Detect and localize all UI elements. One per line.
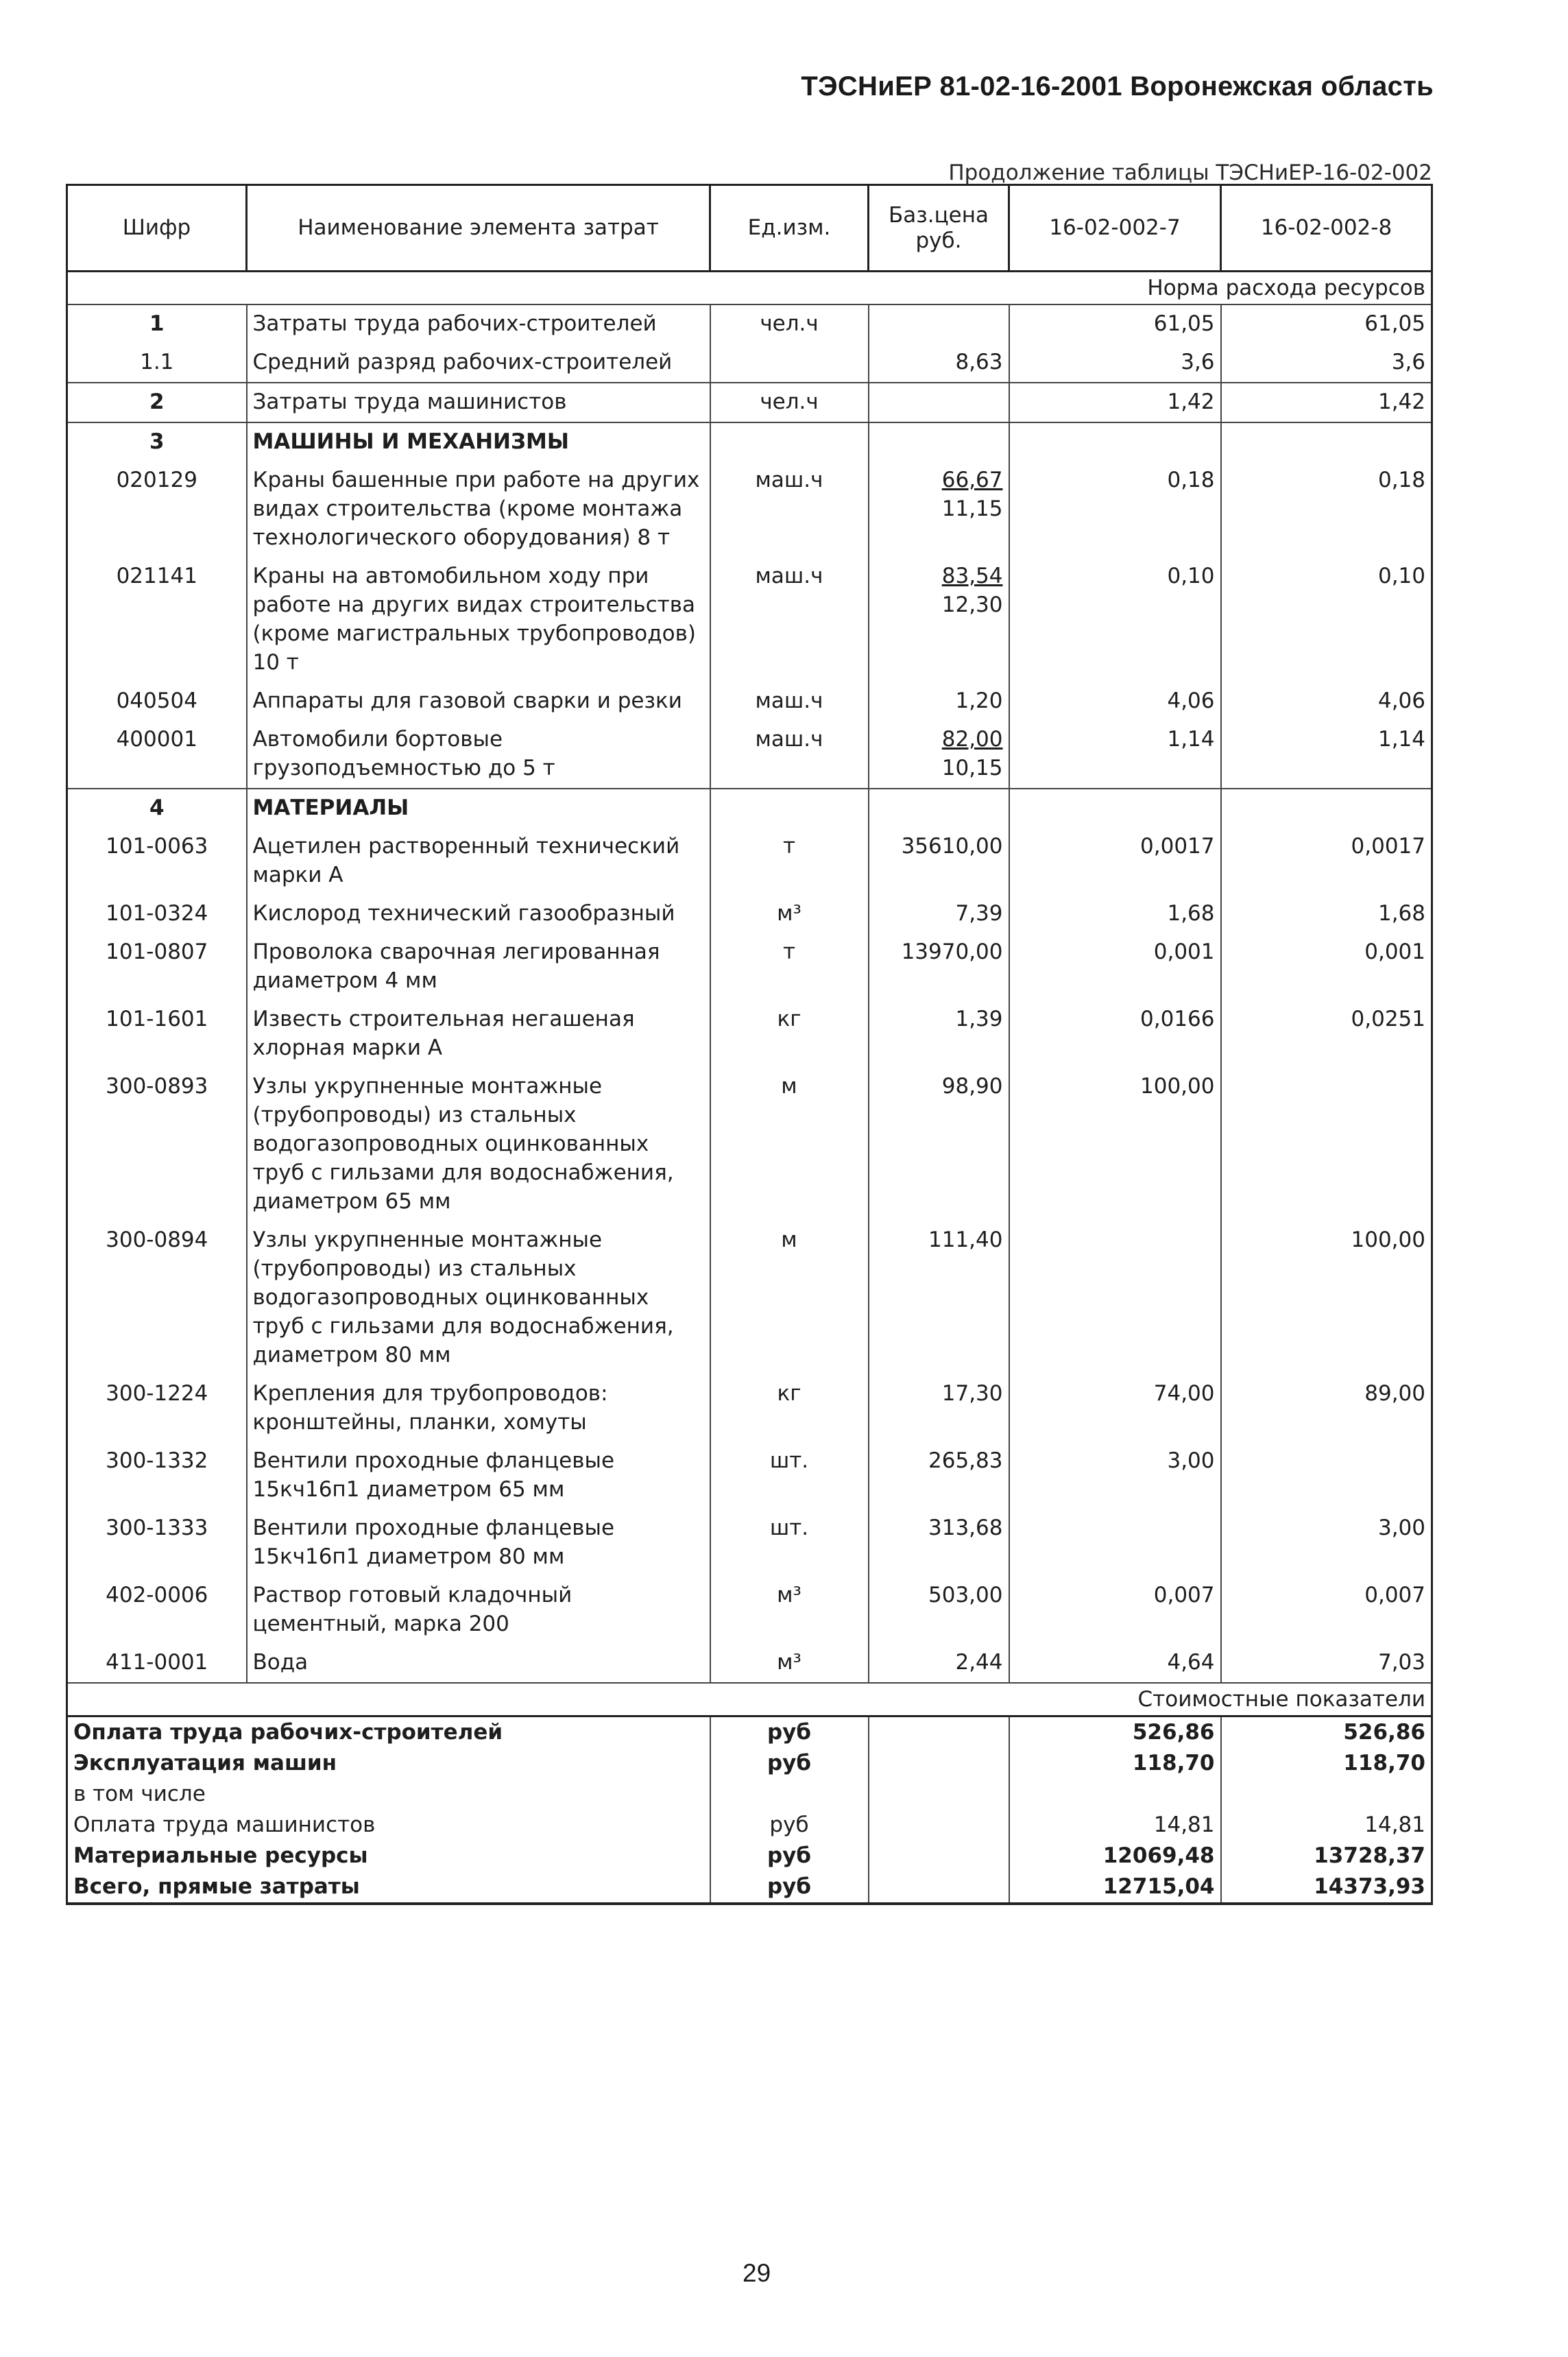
totals-value-v8: 526,86	[1221, 1716, 1432, 1749]
row-value-v8	[1221, 789, 1432, 828]
row-value-v7	[1009, 789, 1221, 828]
row-name: Средний разряд рабочих-строителей	[247, 344, 710, 383]
document-title: ТЭСНиЕР 81-02-16-2001 Воронежская область	[801, 71, 1434, 101]
table-row	[67, 383, 1432, 422]
row-value-v7: 1,42	[1009, 383, 1221, 422]
row-value-v7: 74,00	[1009, 1375, 1221, 1442]
row-unit: т	[710, 828, 869, 895]
row-name: Кислород технический газообразный	[247, 895, 710, 933]
row-value-v8: 3,6	[1221, 344, 1432, 383]
totals-unit	[710, 1779, 869, 1810]
totals-unit: руб	[710, 1716, 869, 1749]
row-price-total: 35610,00	[901, 834, 1003, 859]
totals-value-v8: 14,81	[1221, 1810, 1432, 1841]
totals-row	[67, 1779, 1432, 1810]
row-base-price	[869, 828, 1009, 895]
row-value-v8: 0,18	[1221, 462, 1432, 558]
totals-unit: руб	[710, 1871, 869, 1904]
row-base-price	[869, 304, 1009, 344]
row-code: 300-1333	[67, 1509, 247, 1577]
column-header-v7: 16-02-002-7	[1009, 185, 1221, 272]
table-row	[67, 1442, 1432, 1509]
totals-price	[869, 1748, 1009, 1779]
totals-row	[67, 1810, 1432, 1841]
totals-value-v8: 118,70	[1221, 1748, 1432, 1779]
totals-value-v7: 526,86	[1009, 1716, 1221, 1749]
row-code: 411-0001	[67, 1644, 247, 1683]
row-base-price	[869, 1068, 1009, 1221]
row-code: 3	[67, 422, 247, 462]
table-row	[67, 1577, 1432, 1644]
table-row	[67, 721, 1432, 789]
totals-value-v8: 13728,37	[1221, 1841, 1432, 1871]
totals-name: в том числе	[67, 1779, 710, 1810]
row-unit: чел.ч	[710, 383, 869, 422]
row-name: Раствор готовый кладочный цементный, марка 200	[247, 1577, 710, 1644]
totals-price	[869, 1871, 1009, 1904]
row-value-v8: 1,42	[1221, 383, 1432, 422]
row-price-total: 265,83	[928, 1448, 1003, 1473]
totals-row	[67, 1871, 1432, 1904]
row-value-v7: 4,64	[1009, 1644, 1221, 1683]
totals-value-v7: 12715,04	[1009, 1871, 1221, 1904]
norm-label: Норма расхода ресурсов	[67, 272, 1432, 305]
resource-norms-table	[66, 184, 1433, 1905]
table-row	[67, 933, 1432, 1001]
row-base-price	[869, 1442, 1009, 1509]
row-name: Ацетилен растворенный технический марки А	[247, 828, 710, 895]
column-header-v8: 16-02-002-8	[1221, 185, 1432, 272]
row-name: Вентили проходные фланцевые 15кч16п1 диаметром 80 мм	[247, 1509, 710, 1577]
row-name: Затраты труда машинистов	[247, 383, 710, 422]
row-price-wages: 10,15	[941, 756, 1003, 780]
row-name: МАШИНЫ И МЕХАНИЗМЫ	[247, 422, 710, 462]
row-unit: кг	[710, 1375, 869, 1442]
row-code: 101-1601	[67, 1001, 247, 1068]
row-value-v7: 3,00	[1009, 1442, 1221, 1509]
row-base-price	[869, 933, 1009, 1001]
column-header-code: Шифр	[67, 185, 247, 272]
row-code: 021141	[67, 558, 247, 682]
totals-price	[869, 1716, 1009, 1749]
row-value-v8: 89,00	[1221, 1375, 1432, 1442]
row-name: Известь строительная негашеная хлорная марки А	[247, 1001, 710, 1068]
page-number: 29	[743, 2259, 771, 2287]
column-header-price	[869, 185, 1009, 272]
row-code: 101-0807	[67, 933, 247, 1001]
row-code: 101-0063	[67, 828, 247, 895]
table-row	[67, 1001, 1432, 1068]
row-value-v8	[1221, 422, 1432, 462]
row-code: 300-1224	[67, 1375, 247, 1442]
totals-name: Материальные ресурсы	[67, 1841, 710, 1871]
row-price-wages: 12,30	[941, 593, 1003, 617]
row-code: 300-0893	[67, 1068, 247, 1221]
row-base-price	[869, 721, 1009, 789]
row-code: 040504	[67, 682, 247, 721]
row-value-v7: 0,18	[1009, 462, 1221, 558]
table-row	[67, 828, 1432, 895]
row-name: Узлы укрупненные монтажные (трубопроводы) из стальных водогазопроводных оцинкованных труб с гильзами для водоснабжения, диаметром 80 мм	[247, 1221, 710, 1375]
row-value-v8: 61,05	[1221, 304, 1432, 344]
table-row	[67, 344, 1432, 383]
totals-value-v7: 12069,48	[1009, 1841, 1221, 1871]
row-unit: маш.ч	[710, 721, 869, 789]
row-code: 300-1332	[67, 1442, 247, 1509]
price-header-line2: руб.	[915, 228, 962, 253]
row-name: Автомобили бортовые грузоподъемностью до 5 т	[247, 721, 710, 789]
row-value-v8: 7,03	[1221, 1644, 1432, 1683]
totals-value-v7	[1009, 1779, 1221, 1810]
row-value-v8: 0,0017	[1221, 828, 1432, 895]
row-code: 020129	[67, 462, 247, 558]
row-unit: чел.ч	[710, 304, 869, 344]
row-unit: шт.	[710, 1509, 869, 1577]
row-base-price	[869, 789, 1009, 828]
row-base-price	[869, 1577, 1009, 1644]
row-value-v7: 61,05	[1009, 304, 1221, 344]
row-value-v8: 1,68	[1221, 895, 1432, 933]
row-value-v8: 100,00	[1221, 1221, 1432, 1375]
row-name: Крепления для трубопроводов: кронштейны, планки, хомуты	[247, 1375, 710, 1442]
row-value-v7: 0,0017	[1009, 828, 1221, 895]
totals-name: Оплата труда машинистов	[67, 1810, 710, 1841]
table-row	[67, 1644, 1432, 1683]
row-value-v7: 100,00	[1009, 1068, 1221, 1221]
row-base-price	[869, 1375, 1009, 1442]
row-price-total: 83,54	[941, 564, 1003, 588]
row-base-price	[869, 1221, 1009, 1375]
totals-name: Эксплуатация машин	[67, 1748, 710, 1779]
row-price-total: 8,63	[955, 350, 1003, 374]
row-price-total: 1,20	[955, 689, 1003, 713]
table-row	[67, 304, 1432, 344]
row-value-v8: 3,00	[1221, 1509, 1432, 1577]
row-value-v8: 4,06	[1221, 682, 1432, 721]
column-header-unit: Ед.изм.	[710, 185, 869, 272]
row-name: Проволока сварочная легированная диаметром 4 мм	[247, 933, 710, 1001]
row-value-v8: 0,001	[1221, 933, 1432, 1001]
section-norm-row	[67, 272, 1432, 305]
row-value-v7: 4,06	[1009, 682, 1221, 721]
row-price-total: 13970,00	[901, 940, 1003, 964]
table-row	[67, 1375, 1432, 1442]
section-cost-row	[67, 1683, 1432, 1716]
row-code: 402-0006	[67, 1577, 247, 1644]
row-value-v7: 0,001	[1009, 933, 1221, 1001]
row-name: МАТЕРИАЛЫ	[247, 789, 710, 828]
column-header-name: Наименование элемента затрат	[247, 185, 710, 272]
row-value-v7: 0,007	[1009, 1577, 1221, 1644]
row-unit: м	[710, 1221, 869, 1375]
table-row	[67, 1509, 1432, 1577]
table-row	[67, 895, 1432, 933]
row-value-v7: 1,68	[1009, 895, 1221, 933]
row-base-price	[869, 462, 1009, 558]
row-value-v7	[1009, 1221, 1221, 1375]
table-continuation-label: Продолжение таблицы ТЭСНиЕР-16-02-002	[948, 160, 1432, 185]
row-value-v7: 3,6	[1009, 344, 1221, 383]
row-price-total: 82,00	[941, 727, 1003, 752]
totals-row	[67, 1841, 1432, 1871]
row-code: 101-0324	[67, 895, 247, 933]
row-unit: м³	[710, 895, 869, 933]
row-price-total: 2,44	[955, 1650, 1003, 1675]
totals-value-v8: 14373,93	[1221, 1871, 1432, 1904]
row-code: 400001	[67, 721, 247, 789]
row-code: 1	[67, 304, 247, 344]
row-unit: т	[710, 933, 869, 1001]
row-unit: кг	[710, 1001, 869, 1068]
row-price-total: 1,39	[955, 1007, 1003, 1031]
row-code: 4	[67, 789, 247, 828]
row-price-total: 111,40	[928, 1228, 1003, 1252]
row-price-total: 17,30	[941, 1381, 1003, 1406]
row-unit: м	[710, 1068, 869, 1221]
row-code: 2	[67, 383, 247, 422]
row-value-v8: 1,14	[1221, 721, 1432, 789]
totals-row	[67, 1716, 1432, 1749]
row-base-price	[869, 1644, 1009, 1683]
row-price-total: 7,39	[955, 901, 1003, 926]
row-name: Аппараты для газовой сварки и резки	[247, 682, 710, 721]
row-value-v8: 0,0251	[1221, 1001, 1432, 1068]
table-row	[67, 422, 1432, 462]
row-value-v8	[1221, 1068, 1432, 1221]
row-name: Затраты труда рабочих-строителей	[247, 304, 710, 344]
row-price-wages: 11,15	[941, 496, 1003, 521]
row-name: Краны на автомобильном ходу при работе на других видах строительства (кроме магистральных трубопроводов) 10 т	[247, 558, 710, 682]
row-base-price	[869, 383, 1009, 422]
table-row	[67, 789, 1432, 828]
row-value-v8	[1221, 1442, 1432, 1509]
row-base-price	[869, 558, 1009, 682]
totals-unit: руб	[710, 1748, 869, 1779]
row-value-v7: 0,10	[1009, 558, 1221, 682]
totals-name: Оплата труда рабочих-строителей	[67, 1716, 710, 1749]
row-base-price	[869, 682, 1009, 721]
table-row	[67, 682, 1432, 721]
row-unit: м³	[710, 1577, 869, 1644]
row-unit: м³	[710, 1644, 869, 1683]
row-value-v7: 1,14	[1009, 721, 1221, 789]
row-price-total: 503,00	[928, 1583, 1003, 1607]
totals-value-v7: 14,81	[1009, 1810, 1221, 1841]
row-unit: шт.	[710, 1442, 869, 1509]
row-value-v7	[1009, 1509, 1221, 1577]
totals-value-v7: 118,70	[1009, 1748, 1221, 1779]
table-header-row	[67, 185, 1432, 272]
row-base-price	[869, 344, 1009, 383]
row-value-v8: 0,007	[1221, 1577, 1432, 1644]
row-name: Краны башенные при работе на других видах строительства (кроме монтажа технологического оборудования) 8 т	[247, 462, 710, 558]
row-value-v8: 0,10	[1221, 558, 1432, 682]
totals-price	[869, 1810, 1009, 1841]
row-base-price	[869, 422, 1009, 462]
totals-name: Всего, прямые затраты	[67, 1871, 710, 1904]
row-unit: маш.ч	[710, 682, 869, 721]
totals-row	[67, 1748, 1432, 1779]
cost-label: Стоимостные показатели	[67, 1683, 1432, 1716]
row-code: 1.1	[67, 344, 247, 383]
row-base-price	[869, 1001, 1009, 1068]
table-row	[67, 558, 1432, 682]
row-base-price	[869, 895, 1009, 933]
row-value-v7	[1009, 422, 1221, 462]
row-unit: маш.ч	[710, 462, 869, 558]
row-name: Вода	[247, 1644, 710, 1683]
row-price-total: 98,90	[941, 1074, 1003, 1099]
totals-unit: руб	[710, 1810, 869, 1841]
table-row	[67, 462, 1432, 558]
totals-price	[869, 1779, 1009, 1810]
row-code: 300-0894	[67, 1221, 247, 1375]
row-base-price	[869, 1509, 1009, 1577]
row-unit	[710, 422, 869, 462]
totals-value-v8	[1221, 1779, 1432, 1810]
row-unit	[710, 344, 869, 383]
table-row	[67, 1221, 1432, 1375]
row-name: Вентили проходные фланцевые 15кч16п1 диаметром 65 мм	[247, 1442, 710, 1509]
totals-unit: руб	[710, 1841, 869, 1871]
row-price-total: 66,67	[941, 468, 1003, 492]
table-row	[67, 1068, 1432, 1221]
row-price-total: 313,68	[928, 1516, 1003, 1540]
row-unit: маш.ч	[710, 558, 869, 682]
totals-price	[869, 1841, 1009, 1871]
row-name: Узлы укрупненные монтажные (трубопроводы) из стальных водогазопроводных оцинкованных труб с гильзами для водоснабжения, диаметром 65 мм	[247, 1068, 710, 1221]
price-header-line1: Баз.цена	[888, 202, 989, 228]
row-unit	[710, 789, 869, 828]
row-value-v7: 0,0166	[1009, 1001, 1221, 1068]
